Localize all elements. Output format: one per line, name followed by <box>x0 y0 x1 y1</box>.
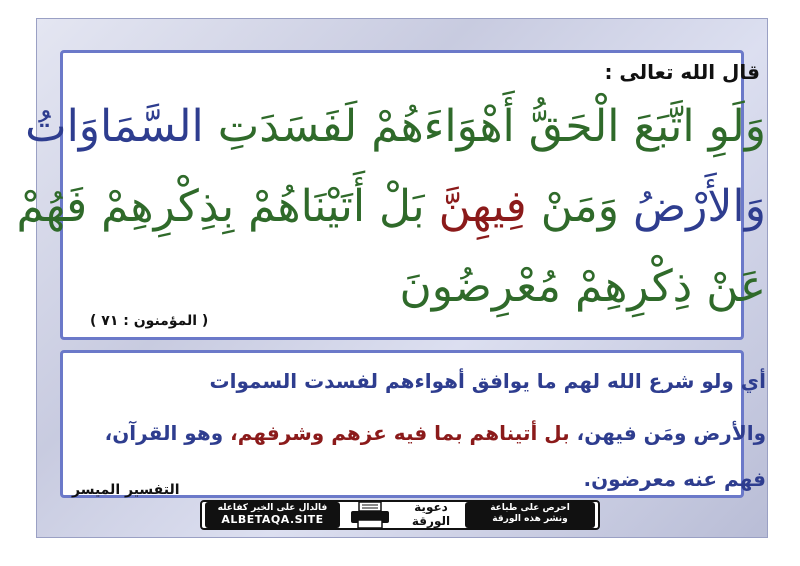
logo-word: الورقة <box>411 514 451 528</box>
verse-segment: بَلْ أَتَيْنَاهُمْ بِذِكْرِهِمْ فَهُمْ <box>16 181 425 232</box>
tafsir-line-1: أي ولو شرع الله لهم ما يوافق أهواءهم لفسدت السموات <box>209 369 766 393</box>
verse-line-2 <box>16 180 766 234</box>
verse-segment: وَلَوِ اتَّبَعَ الْحَقُّ <box>514 101 766 152</box>
footer-print-note <box>465 502 595 528</box>
verse-line-1 <box>25 100 766 154</box>
verse-segment: وَالأَرْضُ <box>619 181 766 232</box>
footer-print-line: ونشر هذه الورقة <box>492 514 568 524</box>
verse-segment: وَمَنْ <box>526 181 619 232</box>
footer-site-box <box>205 502 340 528</box>
footer-site-url[interactable]: ALBETAQA.SITE <box>221 513 324 526</box>
brand-logo <box>400 500 462 530</box>
verse-segment: لَفَسَدَتِ <box>203 101 358 152</box>
tafsir-segment: وهو القرآن، <box>104 421 231 445</box>
tafsir-highlight: بل أتيناهم بما فيه عزهم وشرفهم، <box>230 421 570 445</box>
tafsir-source: التفسير الميسر <box>72 482 180 498</box>
footer-motto: فالدال على الخير كفاعله <box>217 503 328 513</box>
verse-intro: قال الله تعالى : <box>604 60 760 84</box>
tafsir-line-3: فهم عنه معرضون. <box>583 467 766 491</box>
tafsir-segment: والأرض ومَن فيهن، <box>569 421 766 445</box>
verse-segment: السَّمَاوَاتُ <box>25 101 204 152</box>
verse-reference: ( المؤمنون : ٧١ ) <box>90 313 209 329</box>
footer-print-line: احرص على طباعة <box>490 503 570 513</box>
logo-word: دعوية <box>414 500 448 514</box>
verse-line-3 <box>126 260 766 314</box>
tafsir-line-2 <box>106 418 766 448</box>
verse-segment: فِيهِنَّ <box>424 181 527 232</box>
verse-segment: أَهْوَاءَهُمْ <box>357 101 515 152</box>
printer-icon <box>345 500 395 530</box>
verse-segment: عَنْ ذِكْرِهِمْ مُعْرِضُونَ <box>399 261 766 312</box>
